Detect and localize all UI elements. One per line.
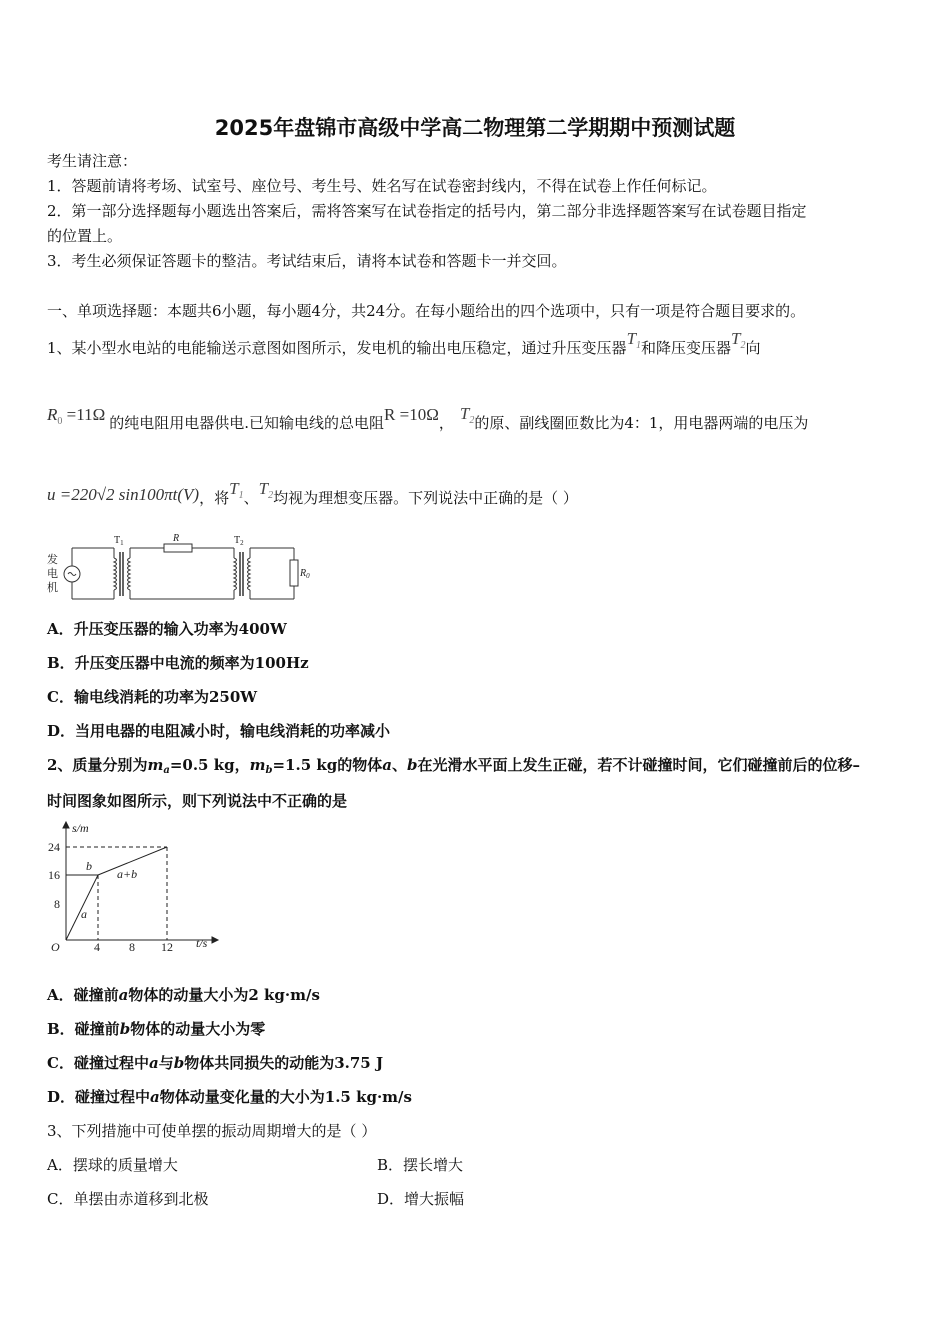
q1-R-formula: R =10Ω bbox=[384, 405, 439, 424]
q2-option-B: B．碰撞前b物体的动量大小为零 bbox=[47, 1020, 266, 1038]
notice-item-3: 3．考生必须保证答题卡的整洁。考试结束后，请将本试卷和答题卡一并交回。 bbox=[47, 252, 567, 270]
x-tick-12: 12 bbox=[161, 940, 173, 952]
q1-T2-symbol-2: $T_2$ bbox=[459, 404, 475, 426]
notice-heading: 考生请注意： bbox=[47, 152, 138, 170]
label-a-plus-b: a+b bbox=[117, 867, 138, 881]
notice-item-2-cont: 的位置上。 bbox=[47, 227, 123, 245]
q1-option-B: B．升压变压器中电流的频率为100Hz bbox=[47, 654, 309, 672]
q1-text-e: ， bbox=[438, 414, 454, 432]
T2-label: $T_2$ bbox=[234, 535, 244, 547]
T1-primary-coil bbox=[114, 558, 117, 590]
q1-text-b: 和降压变压器 bbox=[641, 339, 732, 357]
q1-option-A: A．升压变压器的输入功率为400W bbox=[47, 620, 287, 638]
q3-option-A: A．摆球的质量增大 bbox=[47, 1156, 178, 1174]
notice-item-1: 1．答题前请将考场、试室号、座位号、考生号、姓名写在试卷密封线内，不得在试卷上作任何标记。 bbox=[47, 177, 717, 195]
q1-stem-line1 bbox=[47, 329, 761, 365]
R-label: R bbox=[173, 533, 180, 544]
q2-option-C: C．碰撞过程中a与b物体共同损失的动能为3.75 J bbox=[47, 1054, 384, 1072]
q3-option-C: C．单摆由赤道移到北极 bbox=[47, 1190, 209, 1208]
label-a: a bbox=[81, 907, 87, 921]
generator-label-2: 电 bbox=[47, 568, 58, 580]
generator-label-1: 发 bbox=[47, 554, 58, 566]
q1-text-h: 、 bbox=[243, 489, 259, 507]
q1-text-i: 均视为理想变压器。下列说法中正确的是（ ） bbox=[273, 489, 578, 507]
q2-st-graph bbox=[44, 820, 224, 952]
x-axis-label: t/s bbox=[196, 936, 208, 950]
x-tick-8: 8 bbox=[129, 940, 135, 952]
q2-stem-line1: 2、质量分别为$m_a=0.5$ kg，$m_b=1.5$ kg的物体a、b在光滑水平面上发生正碰，若不计碰撞时间，它们碰撞前后的位移– bbox=[47, 756, 861, 776]
y-tick-16: 16 bbox=[48, 868, 60, 882]
y-axis-label: s/m bbox=[72, 821, 89, 835]
load-resistor-R0 bbox=[290, 560, 298, 586]
T1-label: $T_1$ bbox=[114, 535, 124, 547]
q1-R0-formula: $R_0 =11\Omega$ bbox=[47, 405, 106, 427]
x-tick-4: 4 bbox=[94, 940, 100, 952]
R0-label: $R_0$ bbox=[300, 568, 310, 580]
page-title: 2025年盘锦市高级中学高二物理第二学期期中预测试题 bbox=[214, 116, 736, 140]
q1-T1-symbol-2: $T_1$ bbox=[229, 479, 244, 501]
q2-option-D: D．碰撞过程中a物体动量变化量的大小为1.5 kg·m/s bbox=[47, 1088, 412, 1106]
generator-label-3: 机 bbox=[47, 582, 58, 594]
q1-stem-line3 bbox=[47, 479, 578, 515]
q1-voltage-formula: u =220√2 sin100πt(V) bbox=[47, 485, 200, 504]
q1-T2-symbol-3: $T_2$ bbox=[258, 479, 274, 501]
q2-stem-line2: 时间图象如图所示，则下列说法中不正确的是 bbox=[47, 792, 348, 810]
q1-T2-symbol: $T_2$ bbox=[731, 329, 746, 351]
q1-text-f: 的原、副线圈匝数比为4：1，用电器两端的电压为 bbox=[474, 414, 809, 432]
q1-circuit-diagram bbox=[44, 532, 314, 607]
T2-secondary-coil bbox=[248, 558, 251, 590]
y-tick-24: 24 bbox=[48, 840, 60, 854]
q2-option-A: A．碰撞前a物体的动量大小为2 kg·m/s bbox=[47, 986, 320, 1004]
q1-stem-line2 bbox=[47, 404, 809, 440]
section-heading: 一、单项选择题：本题共6小题，每小题4分，共24分。在每小题给出的四个选项中，只有一项是符合题目要求的。 bbox=[47, 302, 806, 320]
label-b: b bbox=[86, 859, 92, 873]
y-tick-8: 8 bbox=[54, 897, 60, 911]
q3-stem: 3、下列措施中可使单摆的振动周期增大的是（ ） bbox=[47, 1122, 377, 1140]
q1-text-g: ，将 bbox=[199, 489, 230, 507]
q1-text-d: 的纯电阻用电器供电.已知输电线的总电阻 bbox=[109, 414, 385, 432]
q1-text-a: 1、某小型水电站的电能输送示意图如图所示，发电机的输出电压稳定，通过升压变压器 bbox=[47, 339, 627, 357]
T2-primary-coil bbox=[234, 558, 237, 590]
q3-option-B: B．摆长增大 bbox=[377, 1156, 464, 1174]
T1-secondary-coil bbox=[128, 558, 131, 590]
notice-item-2: 2．第一部分选择题每小题选出答案后，需将答案写在试卷指定的括号内，第二部分非选择题答案写在试卷题目指定 bbox=[47, 202, 807, 220]
q1-T1-symbol: $T_1$ bbox=[626, 329, 642, 351]
q3-option-D: D．增大振幅 bbox=[377, 1190, 465, 1208]
origin-label: O bbox=[51, 940, 60, 952]
line-resistor-R bbox=[164, 544, 192, 552]
q1-option-C: C．输电线消耗的功率为250W bbox=[47, 688, 258, 706]
q1-option-D: D．当用电器的电阻减小时，输电线消耗的功率减小 bbox=[47, 722, 391, 740]
q1-text-c: 向 bbox=[745, 339, 761, 357]
